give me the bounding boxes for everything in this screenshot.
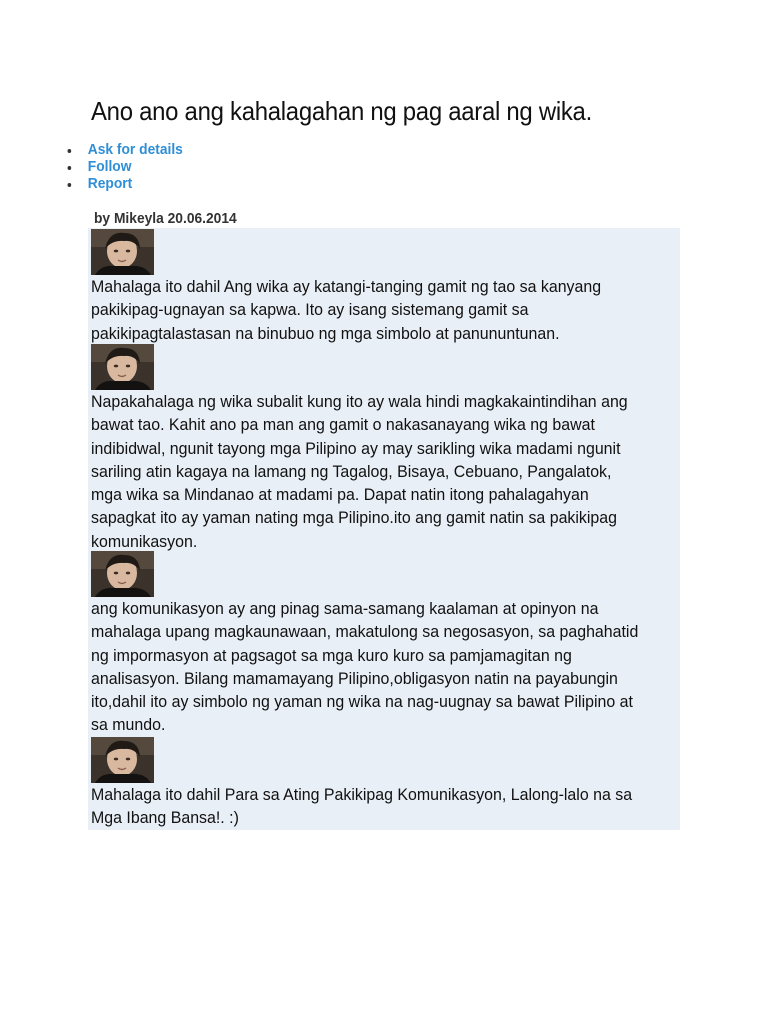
action-item-follow bbox=[62, 158, 183, 175]
question-actions-list bbox=[62, 141, 193, 192]
ask-for-details-link[interactable]: Ask for details bbox=[87, 141, 183, 158]
answer-text: ang komunikasyon ay ang pinag sama-samang kaalaman at opinyon na mahalaga upang magkaunawaan, makatulong sa negosasyon, sa paghahatid ng impormasyon at pagsagot sa mga kuro kuro sa pamjamagitan ng analisasyon. Bilang mamamayang Pilipino,obligasyon natin na payabungin ito,dahil ito ay simbolo ng yaman ng wika na nag-uugnay sa bawat Pilipino at sa mundo. bbox=[91, 599, 639, 735]
answers-panel bbox=[88, 228, 680, 830]
user-avatar-photo-icon bbox=[91, 737, 154, 783]
action-item-report bbox=[62, 175, 183, 192]
follow-link[interactable]: Follow bbox=[87, 158, 132, 175]
user-avatar-photo-icon bbox=[91, 344, 154, 390]
action-item-ask-for-details bbox=[62, 141, 183, 158]
author-byline: by Mikeyla 20.06.2014 bbox=[94, 210, 237, 227]
answer-text: Mahalaga ito dahil Ang wika ay katangi-tanging gamit ng tao sa kanyang pakikipag-ugnayan sa kapwa. Ito ay isang sistemang gamit sa pakikipagtalastasan na binubuo ng mga simbolo at panununtunan. bbox=[91, 277, 602, 343]
page-title: Ano ano ang kahalagahan ng pag aaral ng wika. bbox=[91, 96, 592, 126]
user-avatar-photo-icon bbox=[91, 551, 154, 597]
answer-text: Mahalaga ito dahil Para sa Ating Pakikipag Komunikasyon, Lalong-lalo na sa Mga Ibang Bansa!. :) bbox=[91, 785, 633, 828]
report-link[interactable]: Report bbox=[87, 175, 133, 192]
answer-text: Napakahalaga ng wika subalit kung ito ay wala hindi magkakaintindihan ang bawat tao. Kahit ano pa man ang gamit o nakasanayang wika ng bawat indibidwal, ngunit tayong mga Pilipino ay may sarikling wika madami ngunit sariling atin kagaya na lamang ng Tagalog, Bisaya, Cebuano, Pangalatok, mga wika sa Mindanao at madami pa. Dapat natin itong pahalagahyan sapagkat ito ay yaman nating mga Pilipino.ito ang gamit natin sa pakikipag komunikasyon. bbox=[91, 392, 628, 551]
user-avatar-photo-icon bbox=[91, 229, 154, 275]
